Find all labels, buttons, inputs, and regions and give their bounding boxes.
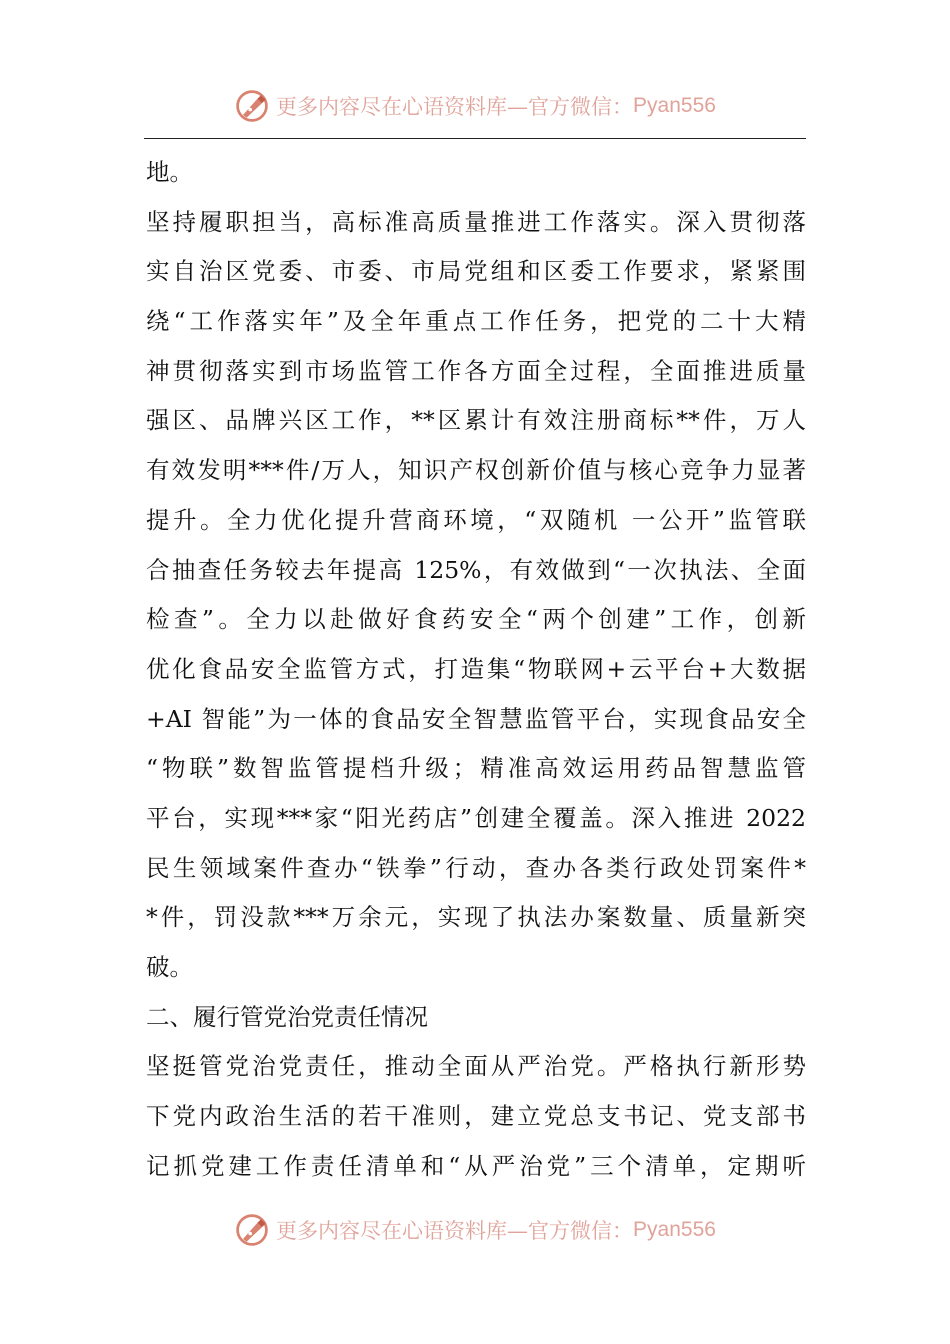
watermark-account: Pyan556: [633, 94, 716, 117]
watermark-account: Pyan556: [633, 1218, 716, 1241]
header-watermark: [0, 86, 950, 126]
body-line: 优化食品安全监管方式，打造集“物联网+云平台+大数据: [146, 654, 806, 683]
pen-nib-circle-icon: [234, 1212, 270, 1248]
body-line: 坚持履职担当，高标准高质量推进工作落实。深入贯彻落: [146, 207, 806, 236]
body-line: 合抽查任务较去年提高 125%，有效做到“一次执法、全面: [146, 555, 806, 584]
watermark-prefix: 更多内容尽在心语资料库—官方微信：: [276, 95, 634, 119]
body-line: 检查”。全力以赴做好食药安全“两个创建”工作，创新: [146, 605, 806, 634]
body-line: 提升。全力优化提升营商环境，“双随机 一公开”监管联: [146, 505, 806, 534]
body-line: 破。: [146, 953, 193, 981]
body-line: “物联”数智监管提档升级；精准高效运用药品智慧监管: [146, 754, 806, 783]
pen-nib-circle-icon: [234, 88, 270, 124]
body-line: 实自治区党委、市委、市局党组和区委工作要求，紧紧围: [146, 257, 806, 286]
footer-watermark: [0, 1210, 950, 1250]
body-line: 地。: [146, 158, 193, 186]
body-line: 平台，实现***家“阳光药店”创建全覆盖。深入推进 2022: [146, 803, 806, 832]
body-line: *件，罚没款***万余元，实现了执法办案数量、质量新突: [146, 903, 806, 932]
body-line: 坚挺管党治党责任，推动全面从严治党。严格执行新形势: [146, 1052, 806, 1081]
section-heading: 二、履行管党治党责任情况: [146, 1002, 428, 1031]
body-line: 强区、品牌兴区工作，**区累计有效注册商标**件，万人: [146, 406, 806, 435]
body-line: 神贯彻落实到市场监管工作各方面全过程，全面推进质量: [146, 356, 806, 385]
body-line: +AI 智能”为一体的食品安全智慧监管平台，实现食品安全: [146, 704, 806, 733]
body-line: 民生领域案件查办“铁拳”行动，查办各类行政处罚案件*: [146, 853, 806, 882]
header-rule: [144, 138, 806, 139]
body-line: 下党内政治生活的若干准则，建立党总支书记、党支部书: [146, 1102, 806, 1131]
watermark-prefix: 更多内容尽在心语资料库—官方微信：: [276, 1219, 634, 1243]
body-line: 有效发明***件/万人，知识产权创新价值与核心竞争力显著: [146, 456, 806, 485]
body-line: 记抓党建工作责任清单和“从严治党”三个清单，定期听: [146, 1151, 806, 1180]
document-body: [146, 148, 806, 1191]
body-line: 绕“工作落实年”及全年重点工作任务，把党的二十大精: [146, 307, 806, 336]
